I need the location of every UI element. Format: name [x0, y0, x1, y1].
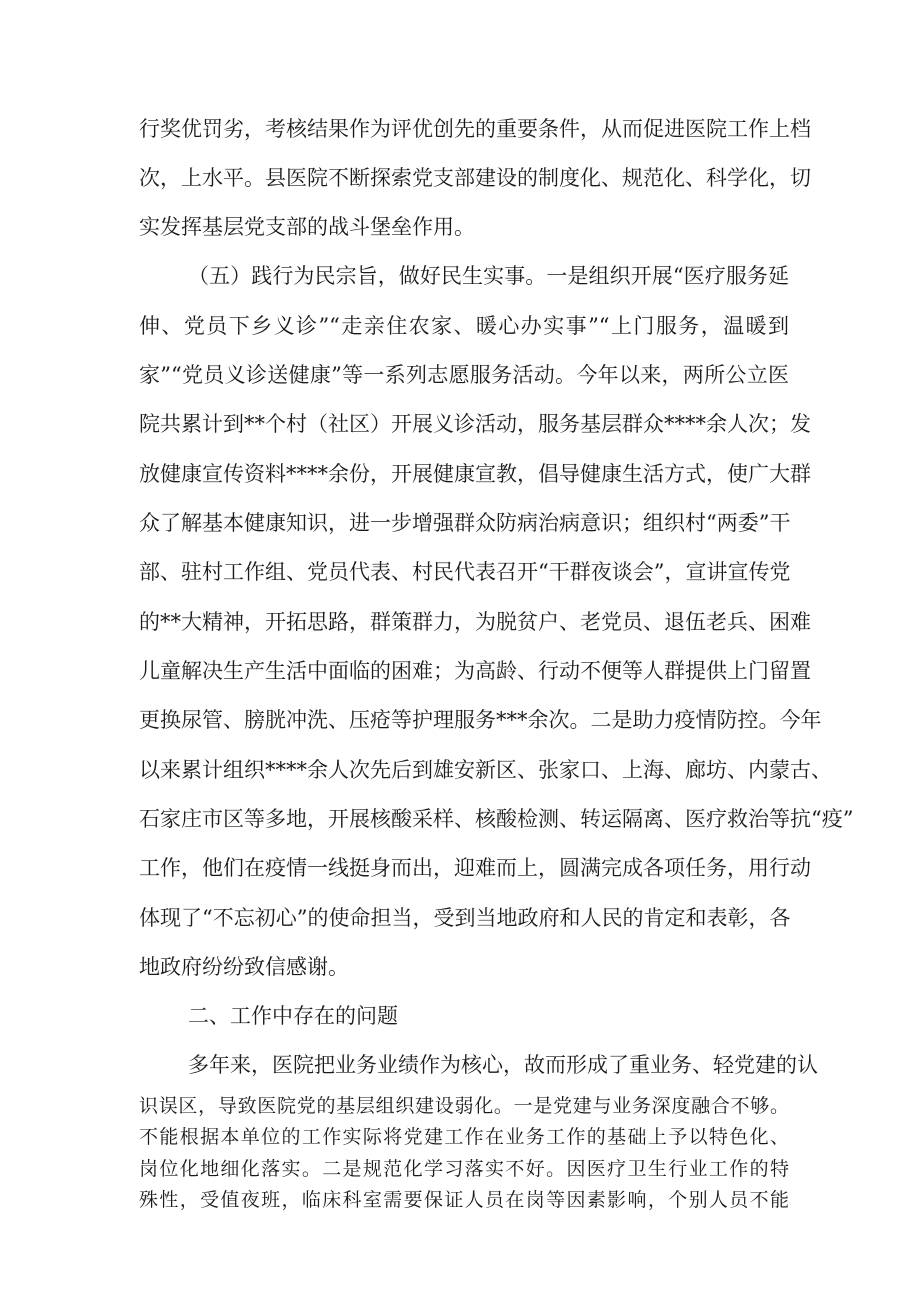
- paragraph-line: 多年来，医院把业务业绩作为核心，故而形成了重业务、轻党建的认: [188, 1053, 818, 1077]
- paragraph-line: 更换尿管、膀胱冲洗、压疮等护理服务***余次。二是助力疫情防控。今年: [139, 708, 822, 732]
- paragraph-line: 石家庄市区等多地，开展核酸采样、核酸检测、转运隔离、医疗救治等抗“疫”: [139, 807, 854, 831]
- paragraph-line: 众了解基本健康知识，进一步增强群众防病治病意识；组织村“两委”干: [139, 511, 791, 535]
- paragraph-line: 实发挥基层党支部的战斗堡垒作用。: [139, 215, 475, 239]
- paragraph-line: 体现了“不忘初心”的使命担当，受到当地政府和人民的肯定和表彰，各: [139, 906, 791, 930]
- paragraph-line: 地政府纷纷致信感谢。: [139, 955, 349, 979]
- paragraph-line: 行奖优罚劣，考核结果作为评优创先的重要条件，从而促进医院工作上档: [139, 117, 811, 141]
- paragraph-line: 次，上水平。县医院不断探索党支部建设的制度化、规范化、科学化，切: [139, 166, 811, 190]
- paragraph-line: 伸、党员下乡义诊”“走亲住农家、暖心办实事”“上门服务，温暖到: [139, 314, 789, 338]
- paragraph-line: 不能根据本单位的工作实际将党建工作在业务工作的基础上予以特色化、: [139, 1126, 789, 1148]
- paragraph-line: （五）践行为民宗旨，做好民生实事。一是组织开展“医疗服务延: [188, 264, 789, 288]
- paragraph-line: 家”“党员义诊送健康”等一系列志愿服务活动。今年以来，两所公立医: [139, 363, 789, 387]
- paragraph-line: 工作，他们在疫情一线挺身而出，迎难而上，圆满完成各项任务，用行动: [139, 856, 811, 880]
- paragraph-line: 识误区，导致医院党的基层组织建设弱化。一是党建与业务深度融合不够。: [139, 1095, 789, 1117]
- section-heading: 二、工作中存在的问题: [188, 1004, 398, 1028]
- paragraph-line: 的**大精神，开拓思路，群策群力，为脱贫户、老党员、退伍老兵、困难: [139, 610, 811, 634]
- paragraph-line: 儿童解决生产生活中面临的困难；为高龄、行动不便等人群提供上门留置: [139, 659, 811, 683]
- paragraph-line: 部、驻村工作组、党员代表、村民代表召开“干群夜谈会”，宣讲宣传党: [139, 560, 791, 584]
- paragraph-line: 院共累计到**个村（社区）开展义诊活动，服务基层群众****余人次；发: [139, 412, 811, 436]
- paragraph-line: 以来累计组织****余人次先后到雄安新区、张家口、上海、廊坊、内蒙古、: [139, 758, 832, 782]
- paragraph-line: 殊性，受值夜班，临床科室需要保证人员在岗等因素影响，个别人员不能: [139, 1189, 789, 1211]
- paragraph-line: 岗位化地细化落实。二是规范化学习落实不好。因医疗卫生行业工作的特: [139, 1158, 789, 1180]
- paragraph-line: 放健康宣传资料****余份，开展健康宣教，倡导健康生活方式，使广大群: [139, 462, 811, 486]
